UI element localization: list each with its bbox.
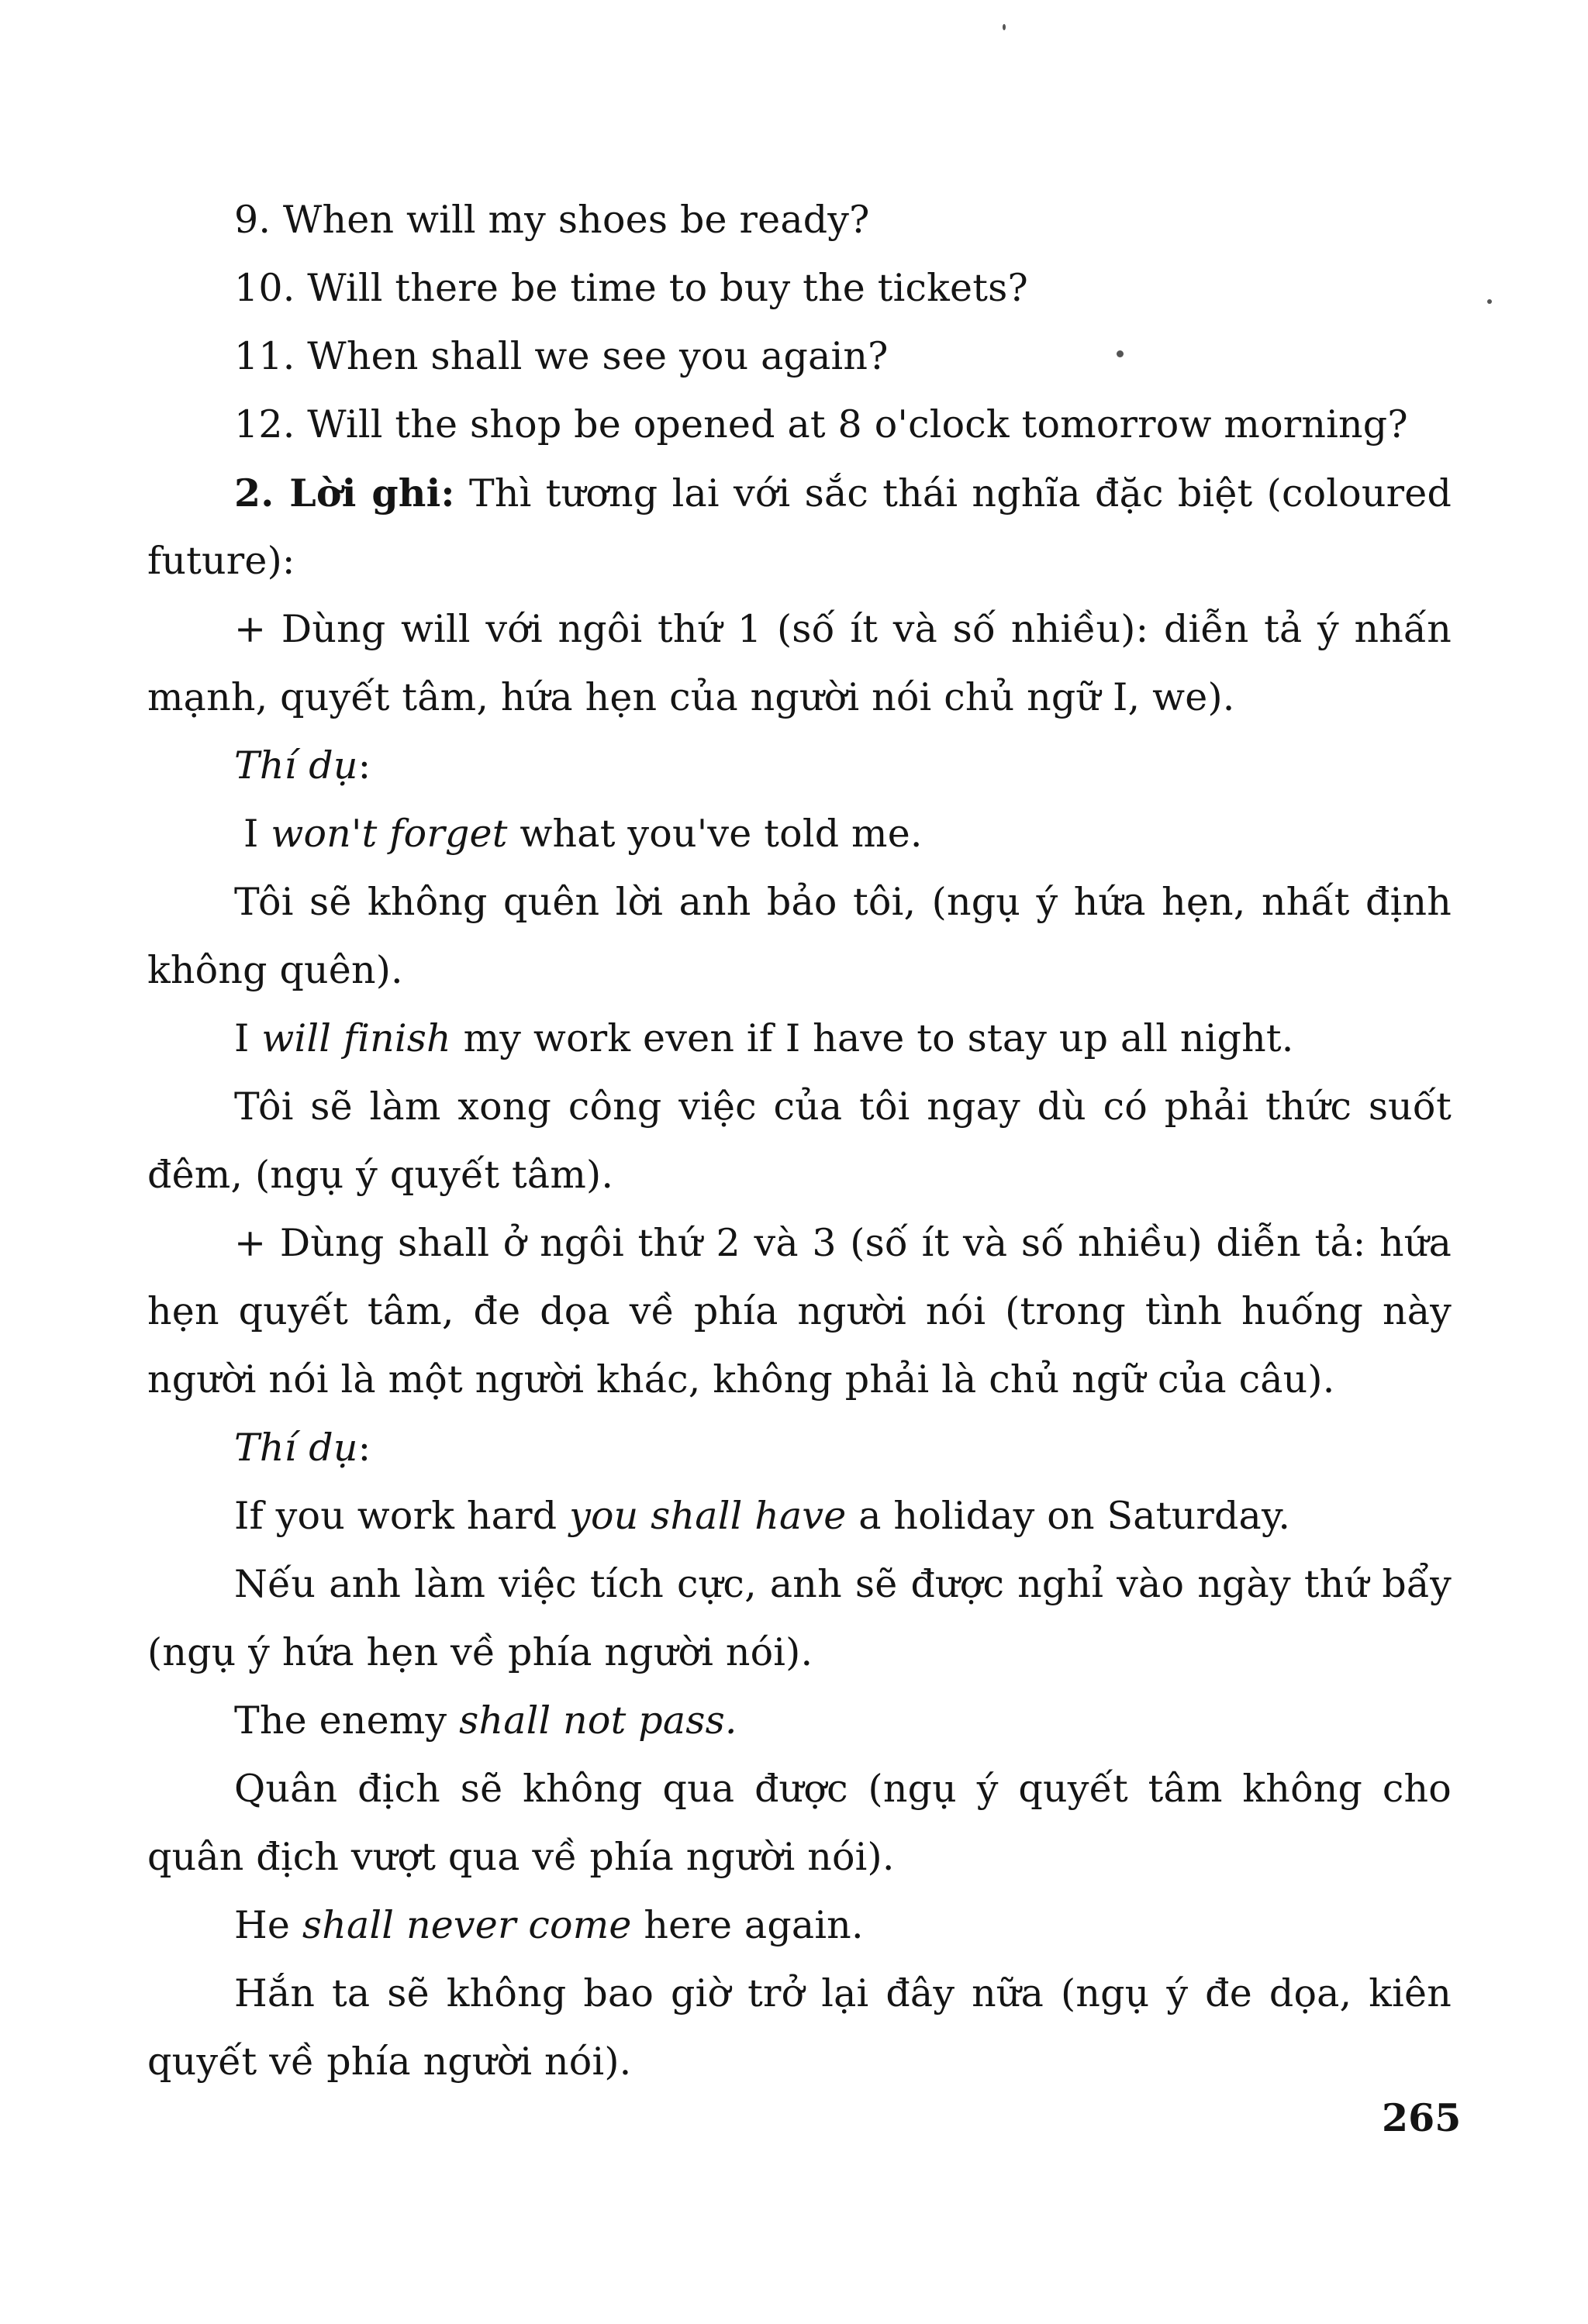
example-2: I will finish my work even if I have to stay up all night. [234,1016,1294,1060]
note-continuation: future): [147,539,295,583]
example-5-translation-line-2: quyết về phía người nói). [147,2040,632,2084]
example-1-translation-line-2: không quên). [147,948,403,992]
example-label: Thí dụ: [234,1426,371,1470]
example-5-emphasis: shall never come [302,1903,632,1947]
example-1: I won't forget what you've told me. [243,812,923,856]
example-1-translation-line-1: Tôi sẽ không quên lời anh bảo tôi, (ngụ ý hứa hẹn, nhất định [234,880,1452,924]
example-4-emphasis: shall not pass. [459,1698,737,1743]
question-10: 10. Will there be time to buy the tickets? [234,266,1028,310]
question-11: 11. When shall we see you again? [234,334,889,378]
example-2-emphasis: will finish [261,1016,451,1060]
scan-speck [1117,350,1124,357]
question-12: 12. Will the shop be opened at 8 o'clock tomorrow morning? [234,402,1408,447]
note-label: 2. Lời ghi: [234,471,455,515]
example-3: If you work hard you shall have a holiday on Saturday. [234,1494,1291,1538]
example-3-translation-line-2: (ngụ ý hứa hẹn về phía người nói). [147,1630,813,1674]
shall-rule-line-2: hẹn quyết tâm, đe dọa về phía người nói (trong tình huống này [147,1289,1452,1333]
example-3-translation-line-1: Nếu anh làm việc tích cực, anh sẽ được nghỉ vào ngày thứ bẩy [234,1562,1452,1606]
example-1-emphasis: won't forget [271,812,508,856]
example-label: Thí dụ: [234,743,371,788]
shall-rule-line-3: người nói là một người khác, không phải là chủ ngữ của câu). [147,1357,1335,1402]
question-9: 9. When will my shoes be ready? [234,198,870,242]
note-text: Thì tương lai với sắc thái nghĩa đặc biệt (coloured [468,471,1452,515]
example-3-emphasis: you shall have [569,1494,847,1538]
note-heading [234,470,1452,517]
example-5: He shall never come here again. [234,1903,864,1947]
scan-speck [1003,24,1006,30]
example-5-translation-line-1: Hắn ta sẽ không bao giờ trở lại đây nữa (ngụ ý đe dọa, kiên [234,1971,1452,2015]
shall-rule-line-1: + Dùng shall ở ngôi thứ 2 và 3 (số ít và số nhiều) diễn tả: hứa [234,1221,1452,1265]
will-rule-line-1: + Dùng will với ngôi thứ 1 (số ít và số nhiều): diễn tả ý nhấn [234,607,1452,651]
page-number: 265 [1382,2095,1462,2140]
example-2-translation-line-2: đêm, (ngụ ý quyết tâm). [147,1153,614,1197]
example-4-translation-line-2: quân địch vượt qua về phía người nói). [147,1835,895,1879]
will-rule-line-2: mạnh, quyết tâm, hứa hẹn của người nói chủ ngữ I, we). [147,675,1235,719]
scan-speck [1487,299,1492,304]
example-2-translation-line-1: Tôi sẽ làm xong công việc của tôi ngay dù có phải thức suốt [234,1084,1452,1129]
example-4-translation-line-1: Quân địch sẽ không qua được (ngụ ý quyết tâm không cho [234,1767,1452,1811]
example-4: The enemy shall not pass. [234,1698,737,1743]
